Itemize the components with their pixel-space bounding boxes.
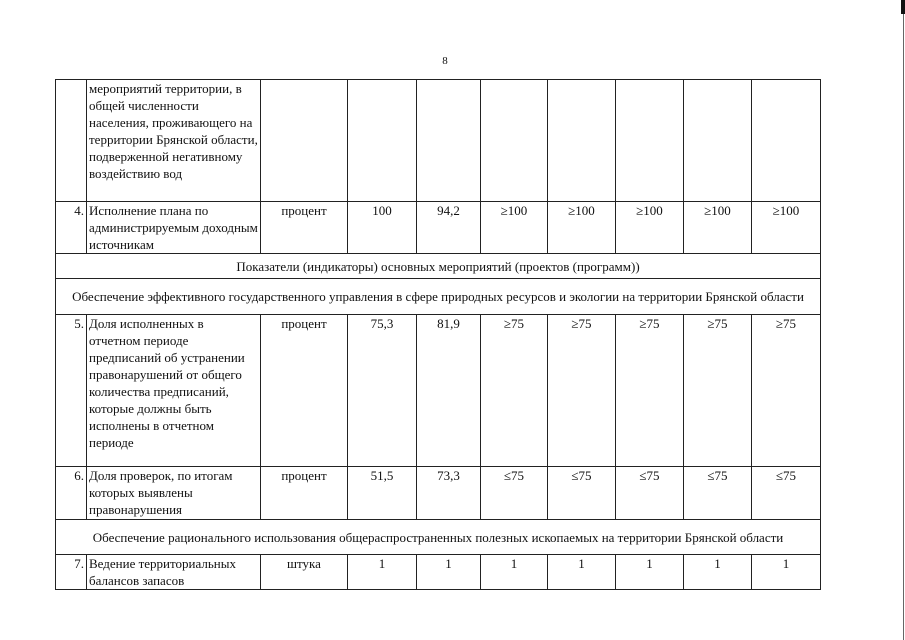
value-cell: ≤75	[752, 467, 821, 520]
value-cell	[684, 80, 752, 202]
table-row-continuation	[56, 80, 821, 202]
row-number-cell: 4.	[56, 202, 87, 254]
section-title: Обеспечение рационального использования общераспространенных полезных ископаемых на территории Брянской области	[56, 520, 821, 555]
indicator-name-cell: Исполнение плана по администрируемым доходным источникам	[87, 202, 261, 254]
row-number-cell	[56, 80, 87, 202]
scan-edge-line	[903, 14, 904, 640]
value-cell: ≥75	[616, 315, 684, 467]
value-cell: ≥100	[684, 202, 752, 254]
value-cell	[481, 80, 548, 202]
indicator-name-cell: Доля исполненных в отчетном периоде предписаний об устранении правонарушений от общего количества предписаний, которые должны быть исполнены в отчетном периоде	[87, 315, 261, 467]
value-cell: ≤75	[616, 467, 684, 520]
value-cell: 1	[417, 555, 481, 590]
value-cell: 75,3	[348, 315, 417, 467]
indicator-name-cell: мероприятий территории, в общей численности населения, проживающего на территории Брянской области, подверженной негативному воздействию вод	[87, 80, 261, 202]
value-cell: 51,5	[348, 467, 417, 520]
unit-cell: штука	[261, 555, 348, 590]
section-header-row	[56, 520, 821, 555]
indicator-name-cell: Доля проверок, по итогам которых выявлены правонарушения	[87, 467, 261, 520]
section-header-row	[56, 279, 821, 315]
table-row	[56, 555, 821, 590]
value-cell: 1	[684, 555, 752, 590]
value-cell: ≥75	[684, 315, 752, 467]
value-cell: 94,2	[417, 202, 481, 254]
value-cell	[616, 80, 684, 202]
page-number: 8	[442, 55, 448, 67]
value-cell: ≥100	[481, 202, 548, 254]
value-cell	[548, 80, 616, 202]
value-cell	[417, 80, 481, 202]
value-cell: ≥100	[548, 202, 616, 254]
value-cell: 1	[616, 555, 684, 590]
value-cell: ≤75	[548, 467, 616, 520]
value-cell: 1	[348, 555, 417, 590]
row-number-cell: 6.	[56, 467, 87, 520]
section-header-row	[56, 254, 821, 279]
value-cell: ≥75	[548, 315, 616, 467]
table-row	[56, 315, 821, 467]
indicators-table	[55, 79, 821, 590]
value-cell: ≤75	[684, 467, 752, 520]
value-cell: ≥100	[752, 202, 821, 254]
unit-cell: процент	[261, 202, 348, 254]
row-number-cell: 7.	[56, 555, 87, 590]
row-number-cell: 5.	[56, 315, 87, 467]
unit-cell: процент	[261, 315, 348, 467]
value-cell: 1	[548, 555, 616, 590]
value-cell: 1	[481, 555, 548, 590]
value-cell: ≥75	[481, 315, 548, 467]
value-cell: 1	[752, 555, 821, 590]
value-cell: 73,3	[417, 467, 481, 520]
table-row	[56, 202, 821, 254]
value-cell: ≥100	[616, 202, 684, 254]
scan-edge-mark	[901, 0, 905, 14]
value-cell: ≤75	[481, 467, 548, 520]
table-row	[56, 467, 821, 520]
value-cell: 100	[348, 202, 417, 254]
value-cell: 81,9	[417, 315, 481, 467]
unit-cell: процент	[261, 467, 348, 520]
section-title: Показатели (индикаторы) основных мероприятий (проектов (программ))	[56, 254, 821, 279]
value-cell	[348, 80, 417, 202]
indicator-name-cell: Ведение территориальных балансов запасов	[87, 555, 261, 590]
section-title: Обеспечение эффективного государственного управления в сфере природных ресурсов и экологии на территории Брянской области	[56, 279, 821, 315]
unit-cell	[261, 80, 348, 202]
value-cell	[752, 80, 821, 202]
value-cell: ≥75	[752, 315, 821, 467]
